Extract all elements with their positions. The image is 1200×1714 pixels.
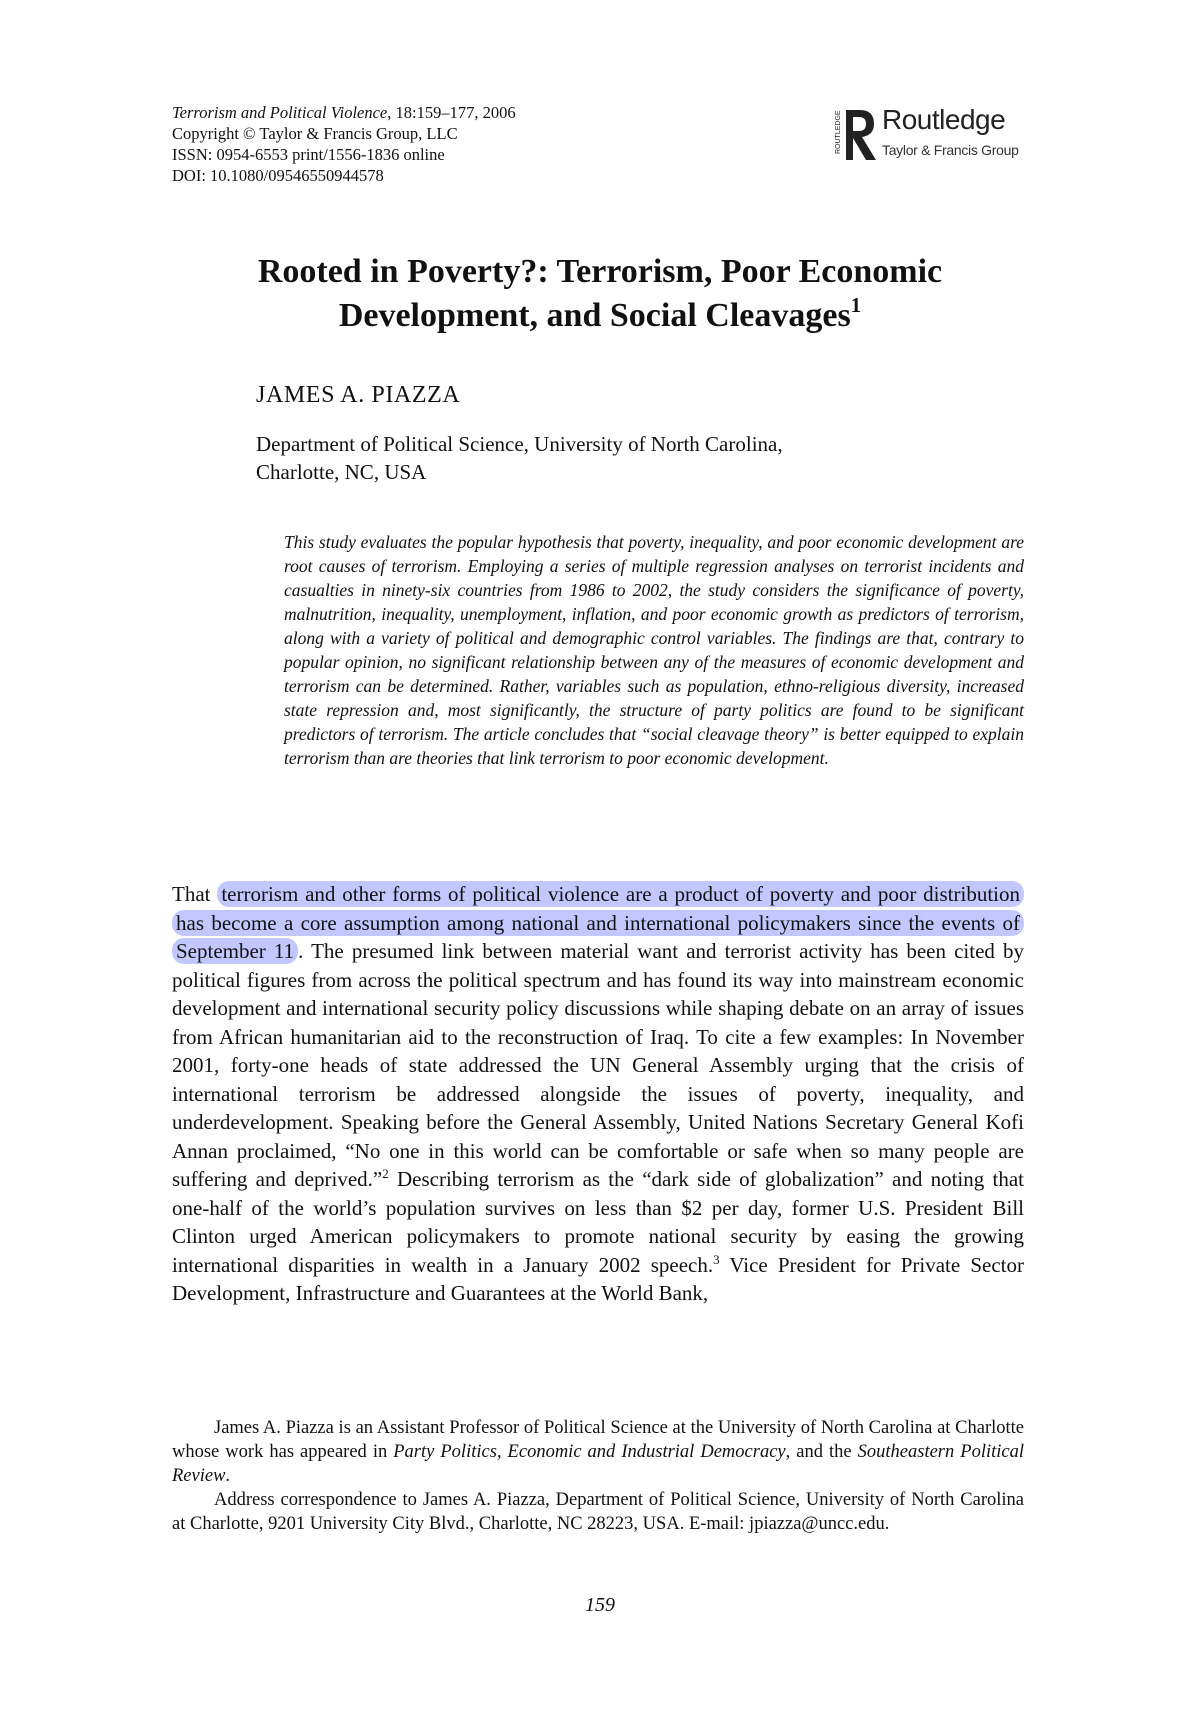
affiliation-line-2: Charlotte, NC, USA [256, 460, 427, 484]
body-lead: That [172, 882, 218, 906]
author-name: JAMES A. PIAZZA [256, 382, 461, 408]
doi-line: DOI: 10.1080/09546550944578 [172, 166, 384, 185]
footnote-bio-text-2: , and the [785, 1442, 858, 1462]
footnote-journal-2: Southeastern Political Review [172, 1442, 1024, 1486]
logo-subtitle: Taylor & Francis Group [882, 142, 1019, 158]
issn-line: ISSN: 0954-6553 print/1556-1836 online [172, 145, 445, 164]
body-paragraph [172, 880, 1024, 1308]
body-part-3: Vice President for Private Sector Development, Infrastructure and Guarantees at the World Bank, [172, 1252, 1024, 1305]
footnote-bio-text: James A. Piazza is an Assistant Professor of Political Science at the University of North Carolina at Charlotte whose work has appeared in [172, 1418, 1024, 1462]
affiliation-line-1: Department of Political Science, University of North Carolina, [256, 432, 783, 456]
title-line-2-text: Development, and Social Cleavages [338, 297, 851, 334]
author-affiliation [256, 430, 976, 486]
title-line-1: Rooted in Poverty?: Terrorism, Poor Economic [257, 253, 943, 290]
routledge-r-icon [832, 104, 880, 164]
logo-side-text: ROUTLEDGE [835, 110, 842, 154]
journal-citation [172, 102, 516, 123]
title-line-2 [180, 294, 1020, 338]
footnote-journals: Party Politics, Economic and Industrial Democracy [393, 1442, 786, 1462]
abstract: This study evaluates the popular hypothesis that poverty, inequality, and poor economic development are root causes of terrorism. Employing a series of multiple regression analyses on terrorist incidents and casualties in ninety-six countries from 1986 to 2002, the study considers the significance of poverty, malnutrition, inequality, unemployment, inflation, and poor economic growth as predictors of terrorism, along with a variety of political and demographic control variables. The findings are that, contrary to popular opinion, no significant relationship between any of the measures of economic development and terrorism can be determined. Rather, variables such as population, ethno-religious diversity, increased state repression and, most significantly, the structure of party politics are found to be significant predictors of terrorism. The article concludes that “social cleavage theory” is better equipped to explain terrorism than are theories that link terrorism to poor economic development. [284, 532, 1024, 768]
footnote-bio [172, 1416, 1024, 1488]
footnote-address: Address correspondence to James A. Piazza, Department of Political Science, University of North Carolina at Charlotte, 9201 University City Blvd., Charlotte, NC 28223, USA. E-mail: jpiazza@uncc.edu. [172, 1490, 1024, 1534]
text-highlight[interactable]: terrorism and other forms of political violence are a product of poverty and poor distribution has become a core assumption among national and international policymakers since the events of September 11 [172, 881, 1024, 964]
journal-header [172, 102, 516, 186]
journal-name: Terrorism and Political Violence [172, 103, 388, 122]
logo-wordmark: Routledge [882, 104, 1006, 135]
routledge-logo [832, 104, 1032, 168]
article-title [180, 250, 1020, 338]
volume-pages: , 18:159–177, 2006 [387, 103, 516, 122]
footnote-bio-end: . [225, 1466, 231, 1486]
copyright-line: Copyright © Taylor & Francis Group, LLC [172, 124, 458, 143]
footnote-ref-3[interactable]: 3 [713, 1251, 720, 1267]
footnote-ref-2[interactable]: 2 [382, 1166, 389, 1181]
page-number: 159 [585, 1594, 615, 1616]
body-part-1: . The presumed link between material want and terrorist activity has been cited by political figures from across the political spectrum and has found its way into mainstream economic development and international security policy discussions while shaping debate on an array of issues from African humanitarian aid to the reconstruction of Iraq. To cite a few examples: In November 2001, forty-one heads of state addressed the UN General Assembly urging that the crisis of international terrorism be addressed alongside the issues of poverty, inequality, and underdevelopment. Speaking before the General Assembly, United Nations Secretary General Kofi Annan proclaimed, “No one in this world can be comfortable or safe when so many people are suffering and deprived.” [172, 939, 1024, 1191]
body-part-2: Describing terrorism as the “dark side of globalization” and noting that one-half of the world’s population survives on less than $2 per day, former U.S. President Bill Clinton urged American policymakers to promote national security by easing the growing international disparities in wealth in a January 2002 speech. [172, 1167, 1024, 1277]
author-footnote [172, 1416, 1024, 1536]
title-footnote-mark: 1 [850, 293, 862, 317]
